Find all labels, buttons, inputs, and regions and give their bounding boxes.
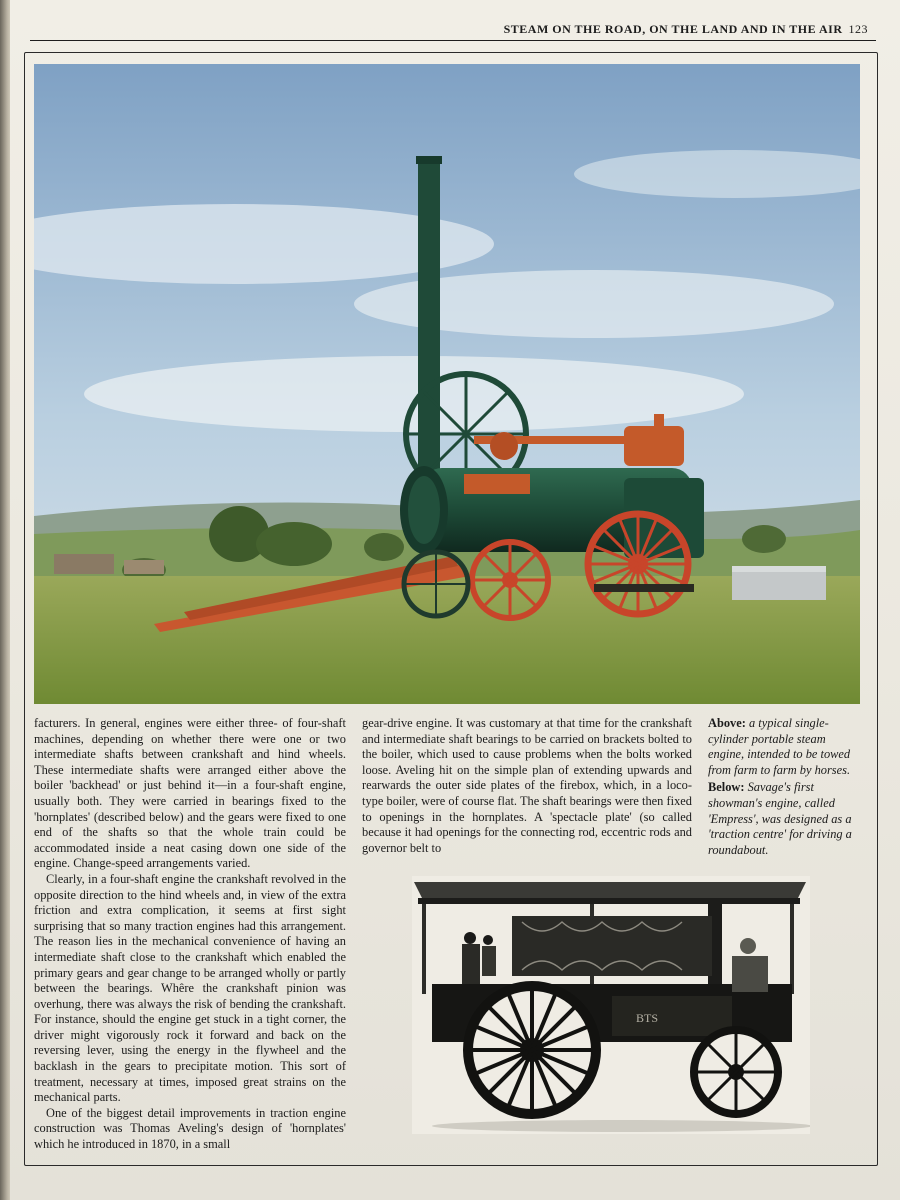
paragraph: One of the biggest detail improvements in traction engine construction was Thomas Aveling's design of 'hornplates' which he introduced in 1870, in a small	[34, 1105, 346, 1152]
photo-portable-steam-engine	[34, 64, 860, 704]
book-page	[10, 0, 900, 1200]
running-head	[504, 22, 868, 37]
paragraph: Clearly, in a four-shaft engine the crankshaft revolved in the opposite direction to the hind wheels and, in view of the extra friction and extra complication, it seems at first sight surprising that so many traction engines had this arrangement. The reason lies in the mechanical convenience of having an intermediate shaft close to the crankshaft which enabled the primary gears and gear change to be arranged wholly or partly between the bearings. Whêre the crankshaft pinion was overhung, there was always the risk of bending the crankshaft. For instance, should the engine get stuck in a tight corner, the driver might vigorously rock it forward and back on the reversing lever, using the energy in the flywheel and the backlash in the gears to precipitate motion. This sort of treatment, necessary at times, imposed great strains on the mechanical parts.	[34, 871, 346, 1105]
running-head-title: STEAM ON THE ROAD, ON THE LAND AND IN THE AIR	[503, 22, 843, 36]
caption-above-text: a typical single-cylinder portable steam engine, intended to be towed from farm to farm by horses.	[708, 716, 851, 777]
photo-showmans-engine-empress	[412, 876, 810, 1134]
header-rule	[30, 40, 876, 41]
page-number: 123	[848, 22, 868, 36]
portable-engine-illustration	[34, 64, 860, 704]
engine-monogram: BTS	[636, 1011, 659, 1025]
text-column-middle	[362, 716, 692, 856]
rear-wheel	[588, 514, 688, 614]
showmans-engine-illustration	[412, 876, 810, 1134]
caption-below-text: Savage's first showman's engine, called 'Empress', was designed as a 'traction centre' for driving a roundabout.	[708, 780, 852, 857]
text-column-left	[34, 716, 346, 1153]
paragraph: gear-drive engine. It was customary at that time for the crankshaft and intermediate shaft bearings to be carried on brackets bolted to the boiler, which used to cause problems when the bolts worked loose. Aveling hit on the simple plan of extending upwards and rearwards the outer side plates of the firebox, which, in a loco-type boiler, were of course flat. The shaft bearings were then fixed to openings in the hornplates. A 'spectacle plate' (so called because it had openings for the connecting rod, eccentric rods and governor belt to	[362, 716, 692, 855]
caption-below-label: Below:	[708, 780, 745, 795]
caption-column	[708, 716, 858, 860]
caption-above	[708, 716, 858, 778]
paragraph: facturers. In general, engines were either three- of four-shaft machines, depending on whether there were one or two intermediate shafts between crankshaft and hind wheels. These intermediate shafts were arranged either above the boiler 'backhead' or just behind it—in a four-shaft engine, usually both. They were carried in bearings fixed to the 'hornplates' (described below) and the gears were fixed to one end of the shafts so that the whole train could be accommodated inside a neat casing down one side of the engine. Change-speed arrangements varied.	[34, 716, 346, 871]
caption-above-label: Above:	[708, 716, 746, 730]
caption-below	[708, 780, 858, 858]
